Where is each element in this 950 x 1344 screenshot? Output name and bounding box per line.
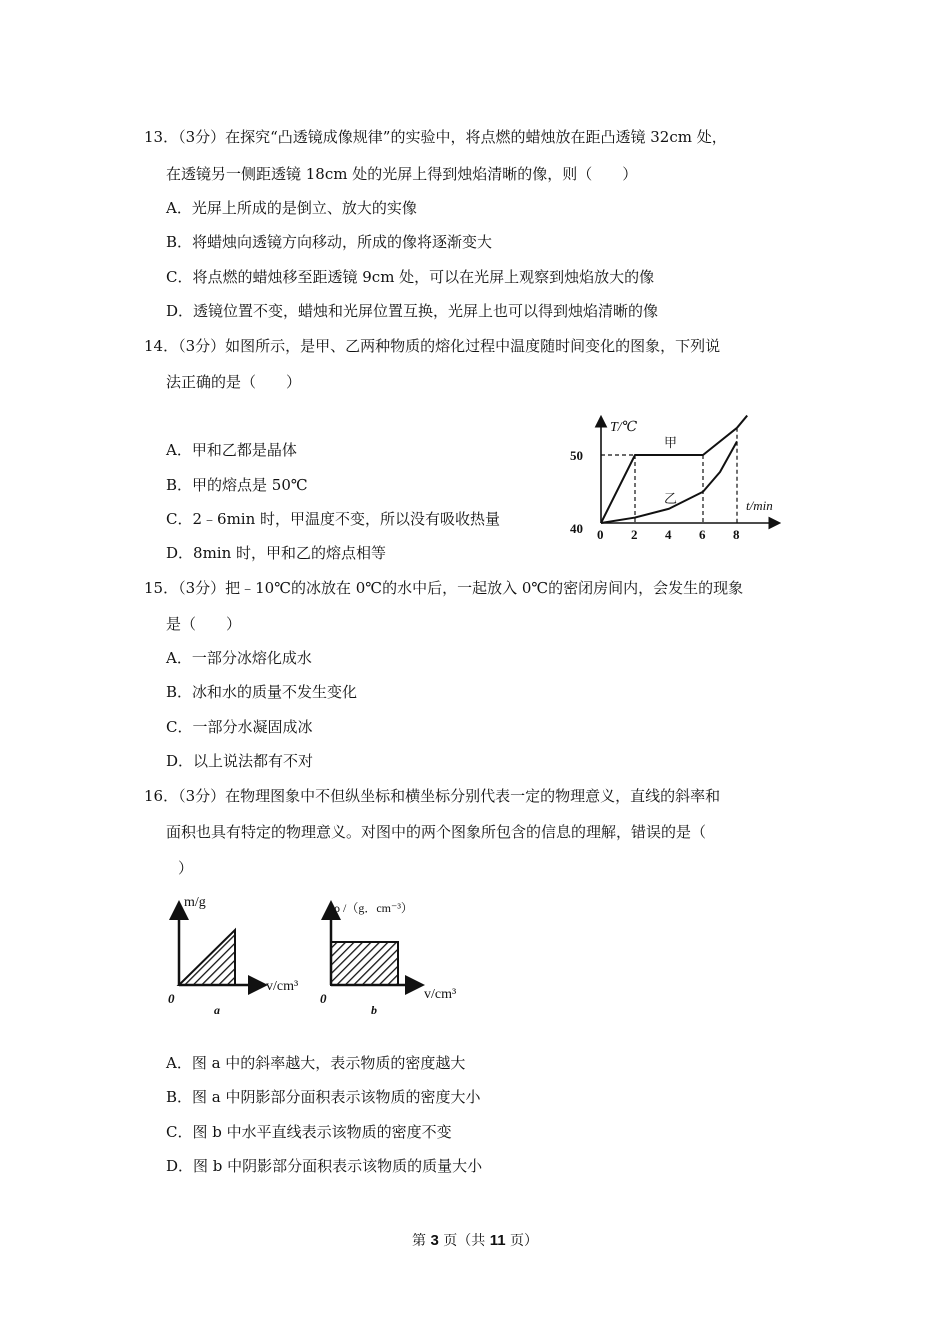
density-volume-graph-b <box>312 890 487 1020</box>
q13-option-d: D．透镜位置不变，蜡烛和光屏位置互换，光屏上也可以得到烛焰清晰的像 <box>166 302 659 320</box>
graph-caption: b <box>371 1003 377 1017</box>
shaded-rectangle <box>331 942 398 985</box>
footer-suffix: 页） <box>505 1233 538 1249</box>
y-axis-label: T/℃ <box>610 420 638 435</box>
y-tick-label: 40 <box>570 521 583 536</box>
q16-option-c: C．图 b 中水平直线表示该物质的密度不变 <box>166 1123 452 1141</box>
q16-stem-line-1: 16．（3分）在物理图象中不但纵坐标和横坐标分别代表一定的物理意义，直线的斜率和 <box>144 787 721 805</box>
origin-label: 0 <box>320 991 327 1006</box>
footer-middle: 页（共 <box>438 1233 490 1249</box>
y-axis-label: ρ /（g．cm⁻³） <box>334 901 413 915</box>
series-label-yi: 乙 <box>664 491 678 506</box>
mass-volume-graph-a <box>160 890 320 1020</box>
origin-label: 0 <box>168 991 175 1006</box>
q14-option-b: B．甲的熔点是 50℃ <box>166 476 308 494</box>
melting-curve-chart <box>560 408 790 550</box>
q16-stem-line-3: ） <box>178 859 194 877</box>
series-label-jia: 甲 <box>664 435 678 450</box>
shaded-triangle <box>179 930 235 985</box>
footer-prefix: 第 <box>411 1233 431 1249</box>
y-axis-label: m/g <box>184 895 206 910</box>
series-extension <box>737 416 747 428</box>
x-tick-label: 2 <box>631 527 638 542</box>
q16-stem-line-2: 面积也具有特定的物理意义。对图中的两个图象所包含的信息的理解，错误的是（ <box>166 823 707 841</box>
y-tick-label: 50 <box>570 448 583 463</box>
x-tick-label: 0 <box>597 527 604 542</box>
q16-option-a: A．图 a 中的斜率越大，表示物质的密度越大 <box>166 1054 466 1072</box>
page-footer <box>0 1231 950 1251</box>
q15-option-c: C．一部分水凝固成冰 <box>166 718 313 736</box>
q15-stem-line-2: 是（ ） <box>166 615 242 633</box>
x-tick-label: 8 <box>733 527 740 542</box>
q13-option-c: C．将点燃的蜡烛移至距透镜 9cm 处，可以在光屏上观察到烛焰放大的像 <box>166 268 655 286</box>
q14-option-d: D．8min 时，甲和乙的熔点相等 <box>166 544 387 562</box>
graph-caption: a <box>214 1003 220 1017</box>
x-axis-label: v/cm³ <box>266 979 299 994</box>
q16-option-d: D．图 b 中阴影部分面积表示该物质的质量大小 <box>166 1157 483 1175</box>
q13-option-b: B．将蜡烛向透镜方向移动，所成的像将逐渐变大 <box>166 233 493 251</box>
q15-option-d: D．以上说法都有不对 <box>166 752 314 770</box>
x-axis-label: t/min <box>746 498 773 513</box>
x-axis-label: v/cm³ <box>424 987 457 1002</box>
x-tick-label: 6 <box>699 527 706 542</box>
page-total: 11 <box>489 1232 506 1249</box>
page-number: 3 <box>430 1232 439 1249</box>
q14-stem-line-1: 14．（3分）如图所示，是甲、乙两种物质的熔化过程中温度随时间变化的图象，下列说 <box>144 337 721 355</box>
x-tick-label: 4 <box>665 527 672 542</box>
q13-stem-line-1: 13．（3分）在探究“凸透镜成像规律”的实验中，将点燃的蜡烛放在距凸透镜 32cm 处， <box>144 128 727 146</box>
q15-option-b: B．冰和水的质量不发生变化 <box>166 683 358 701</box>
q14-option-c: C．2﹣6min 时，甲温度不变，所以没有吸收热量 <box>166 510 501 528</box>
q15-stem-line-1: 15．（3分）把﹣10℃的冰放在 0℃的水中后，一起放入 0℃的密闭房间内，会发生的现象 <box>144 579 744 597</box>
q14-stem-line-2: 法正确的是（ ） <box>166 373 302 391</box>
q13-option-a: A．光屏上所成的是倒立、放大的实像 <box>166 199 417 217</box>
q14-option-a: A．甲和乙都是晶体 <box>166 441 297 459</box>
q13-stem-line-2: 在透镜另一侧距透镜 18cm 处的光屏上得到烛焰清晰的像，则（ ） <box>166 165 638 183</box>
q16-option-b: B．图 a 中阴影部分面积表示该物质的密度大小 <box>166 1088 481 1106</box>
q15-option-a: A．一部分冰熔化成水 <box>166 649 312 667</box>
